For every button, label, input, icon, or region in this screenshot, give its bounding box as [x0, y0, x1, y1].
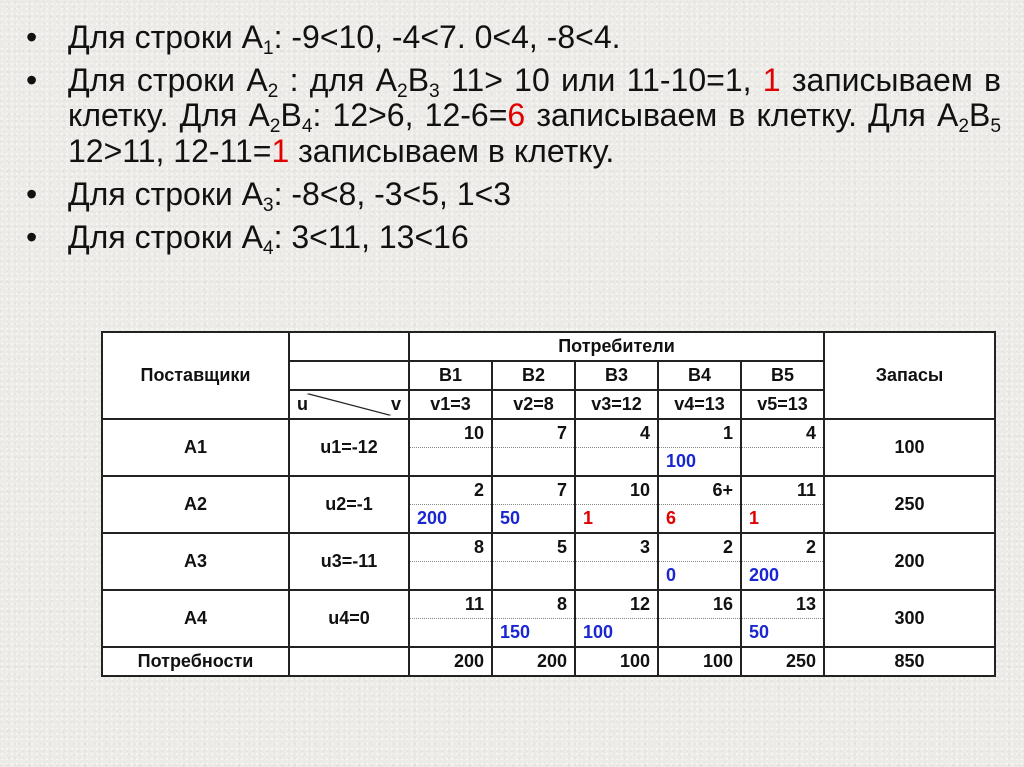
allocation-cell	[575, 562, 658, 591]
diagonal-line	[290, 391, 408, 418]
allocation-cell	[658, 619, 741, 648]
u-potential: u1=-12	[289, 419, 409, 476]
delta-value: 1	[762, 62, 781, 99]
demand-value: 250	[741, 647, 824, 676]
delta-value: 6	[507, 97, 526, 134]
allocation-cell: 0	[658, 562, 741, 591]
cost-cell: 8	[492, 590, 575, 619]
allocation-cell: 50	[741, 619, 824, 648]
v-potential: v5=13	[741, 390, 824, 419]
bullet-row-a4: • Для строки $А_4$: 3<11, 13<16	[26, 218, 469, 259]
allocation-cell: 200	[741, 562, 824, 591]
consumer-header: В5	[741, 361, 824, 390]
cost-cell: 1	[658, 419, 741, 448]
cost-cell: 2	[409, 476, 492, 505]
suppliers-header: Поставщики	[102, 332, 289, 419]
delta-cell: 1	[741, 505, 824, 534]
bullet-list	[26, 20, 1001, 263]
table-row	[102, 590, 995, 619]
cost-cell: 12	[575, 590, 658, 619]
bullet-row-a2: • Для строки $А_2$ : для $А_2В_3$ 11> 10 или 11-10=1, 1 записываем в клетку. Для $А_2В_4$: 12>6, 12-6=6 записываем в клетку. Для $А_2В_5$ 12>11, 12-11=1 записываем в клетку.	[26, 62, 1002, 169]
supplier-name: А2	[102, 476, 289, 533]
allocation-cell	[741, 448, 824, 477]
cost-cell: 5	[492, 533, 575, 562]
stock-value: 300	[824, 590, 995, 647]
cost-cell: 11	[409, 590, 492, 619]
v-potential: v4=13	[658, 390, 741, 419]
cost-cell: 4	[575, 419, 658, 448]
delta-cell: 1	[575, 505, 658, 534]
allocation-cell: 100	[575, 619, 658, 648]
consumer-header: В1	[409, 361, 492, 390]
consumers-header: Потребители	[409, 332, 824, 361]
cost-cell: 2	[741, 533, 824, 562]
cost-cell: 7	[492, 476, 575, 505]
allocation-cell	[575, 448, 658, 477]
allocation-cell	[492, 448, 575, 477]
bullet-row-a3: • Для строки $А_3$: -8<8, -3<5, 1<3	[26, 175, 512, 216]
transport-table	[101, 331, 996, 677]
table-row	[102, 533, 995, 562]
cost-cell: 3	[575, 533, 658, 562]
delta-value: 1	[271, 132, 290, 169]
allocation-cell	[409, 619, 492, 648]
supplier-name: А4	[102, 590, 289, 647]
bullet-marker: •	[26, 19, 38, 55]
consumer-header: В3	[575, 361, 658, 390]
allocation-cell	[492, 562, 575, 591]
allocation-cell	[409, 448, 492, 477]
v-potential: v2=8	[492, 390, 575, 419]
cost-cell: 10	[409, 419, 492, 448]
cost-cell: 10	[575, 476, 658, 505]
table-row	[102, 476, 995, 505]
v-potential: v3=12	[575, 390, 658, 419]
supplier-name: А1	[102, 419, 289, 476]
stock-value: 100	[824, 419, 995, 476]
stock-header: Запасы	[824, 332, 995, 419]
cost-cell: 6+	[658, 476, 741, 505]
bullet-row-a1: • Для строки $А_1$: -9<10, -4<7. 0<4, -8<4.	[26, 19, 621, 59]
allocation-cell: 50	[492, 505, 575, 534]
demand-value: 100	[658, 647, 741, 676]
uv-header: u v	[289, 390, 409, 419]
demand-label: Потребности	[102, 647, 289, 676]
cost-cell: 16	[658, 590, 741, 619]
cost-cell: 8	[409, 533, 492, 562]
demand-value: 200	[409, 647, 492, 676]
v-potential: v1=3	[409, 390, 492, 419]
table-row	[102, 419, 995, 448]
u-potential: u2=-1	[289, 476, 409, 533]
cost-cell: 11	[741, 476, 824, 505]
u-potential: u4=0	[289, 590, 409, 647]
allocation-cell	[409, 562, 492, 591]
allocation-cell: 200	[409, 505, 492, 534]
total-value: 850	[824, 647, 995, 676]
bullet-marker: •	[26, 218, 38, 255]
stock-value: 200	[824, 533, 995, 590]
allocation-cell: 150	[492, 619, 575, 648]
delta-cell: 6	[658, 505, 741, 534]
supplier-name: А3	[102, 533, 289, 590]
cost-cell: 2	[658, 533, 741, 562]
u-potential: u3=-11	[289, 533, 409, 590]
cost-cell: 4	[741, 419, 824, 448]
demand-row	[102, 647, 995, 676]
consumer-header: В4	[658, 361, 741, 390]
demand-value: 200	[492, 647, 575, 676]
consumer-header: В2	[492, 361, 575, 390]
bullet-marker: •	[26, 175, 38, 212]
cost-cell: 7	[492, 419, 575, 448]
demand-value: 100	[575, 647, 658, 676]
cost-cell: 13	[741, 590, 824, 619]
stock-value: 250	[824, 476, 995, 533]
bullet-marker: •	[26, 62, 38, 99]
allocation-cell: 100	[658, 448, 741, 477]
